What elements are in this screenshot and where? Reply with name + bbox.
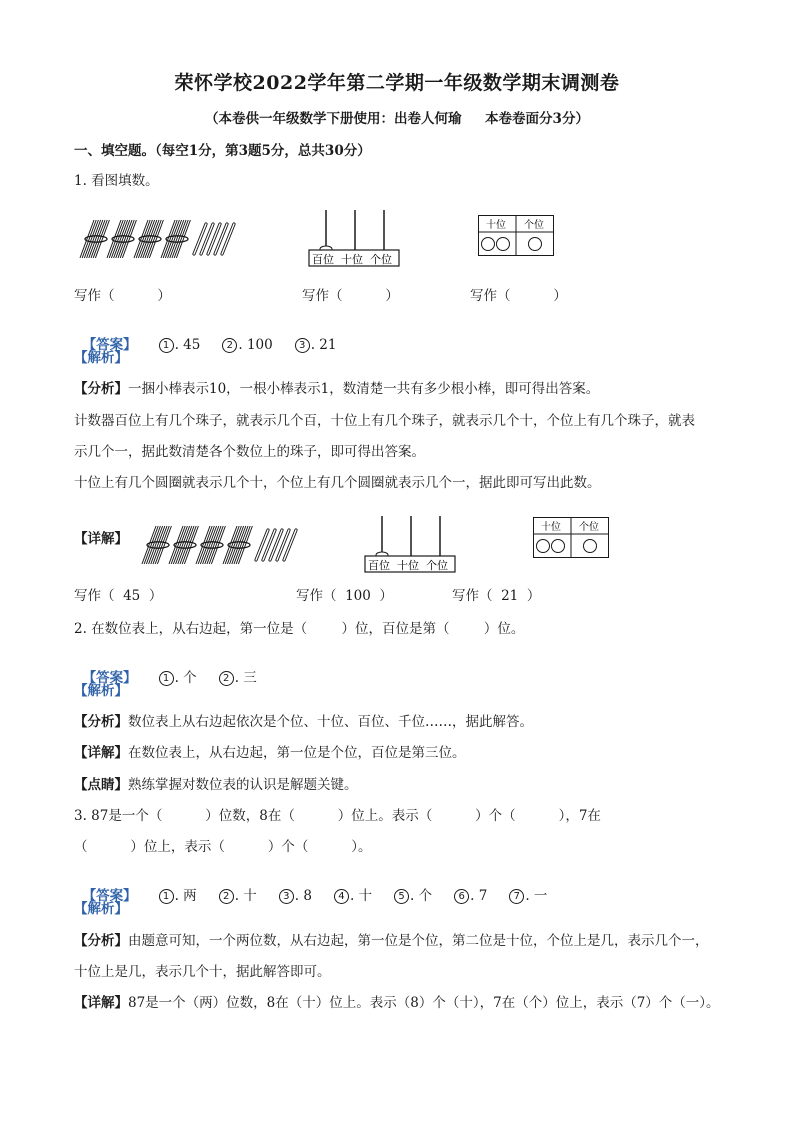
q1-write-filled-3: 写作（ 21 ） [452,588,541,604]
q2-prompt: 2. 在数位表上，从右边起，第一位是（ ）位，百位是第（ ）位。 [74,621,525,637]
answer-tag: 【答案】 [82,337,137,353]
abacus-label-tens: 十位 [397,559,419,572]
place-header-ones: 个位 [579,522,599,533]
place-value-table [478,215,554,257]
q3-answer-row: 【答案】 1 . 两 2 . 十 3 . 8 4 . 十 5 . 个 6 . 7 7 . 一 [82,888,548,904]
q3-fenxi-line2: 十位上是几，表示几个十，据此解答即可。 [74,964,331,980]
q1-fenxi: 【分析】一捆小棒表示10，一根小棒表示1，数清楚一共有多少根小棒，即可得出答案。 [74,381,600,397]
abacus-label-ones: 个位 [370,253,392,266]
q1-analysis-line2: 计数器百位上有几个珠子，就表示几个百，十位上有几个珠子，就表示几个十，个位上有几个珠子，就表 [74,413,695,429]
q2-answer-row: 【答案】 1 . 个 2 . 三 [82,670,257,686]
q2-fenxi: 【分析】数位表上从右边起依次是个位、十位、百位、千位……，据此解答。 [74,714,533,730]
q3-answer-6: 6 . 7 [454,888,487,904]
place-value-table-detail [533,517,609,559]
q1-write-1: 写作（ ） [74,288,171,304]
abacus-figure [308,206,400,268]
q1-write-filled-2: 写作（ 100 ） [296,588,393,604]
q2-detail: 【详解】在数位表上，从右边起，第一位是个位，百位是第三位。 [74,745,466,761]
q1-write-3: 写作（ ） [470,288,567,304]
stick-bundles-figure-detail [136,522,316,570]
q3-answer-1: 1 . 两 [159,888,197,904]
q3-answer-7: 7 . 一 [509,888,547,904]
q3-fenxi-line1: 【分析】由题意可知，一个两位数，从右边起，第一位是个位，第二位是十位，个位上是几，表示几个一， [74,933,709,949]
stick-bundles-figure [74,216,254,264]
page-title: 荣怀学校2022学年第二学期一年级数学期末调测卷 [174,72,620,94]
abacus-label-tens: 十位 [341,253,363,266]
q3-detail: 【详解】87是一个（两）位数，8在（十）位上。表示（8）个（十），7在（个）位上，表示（7）个（一）。 [74,995,720,1011]
abacus-label-hundreds: 百位 [368,559,390,572]
q2-analysis-tag: 【解析】 [74,683,128,699]
q3-answer-4: 4 . 十 [334,888,372,904]
section-heading: 一、填空题。（每空1分，第3题5分，总共30分） [74,143,371,159]
q2-answer-2: 2 . 三 [219,670,257,686]
q1-answer-1: 1 . 45 [159,337,201,353]
q1-write-filled-1: 写作（ 45 ） [74,588,163,604]
place-header-ones: 个位 [524,220,544,231]
place-header-tens: 十位 [486,220,506,231]
q3-analysis-tag: 【解析】 [74,901,128,917]
q1-answer-2: 2 . 100 [222,337,272,353]
abacus-label-hundreds: 百位 [312,253,334,266]
q2-point: 【点睛】熟练掌握对数位表的认识是解题关键。 [74,777,358,793]
q1-write-2: 写作（ ） [302,288,399,304]
q3-answer-3: 3 . 8 [279,888,312,904]
abacus-figure-detail [364,512,456,574]
q3-answer-5: 5 . 个 [394,888,432,904]
page-subtitle: （本卷供一年级数学下册使用：出卷人何瑜 本卷卷面分3分） [205,111,589,127]
analysis-tag: 【解析】 [74,350,128,366]
abacus-label-ones: 个位 [426,559,448,572]
q3-prompt-line1: 3. 87是一个（ ）位数，8在（ ）位上。表示（ ）个（ ），7在 [74,808,601,824]
q3-answer-2: 2 . 十 [219,888,257,904]
q2-answer-1: 1 . 个 [159,670,197,686]
q1-detail-tag: 【详解】 [74,531,128,547]
place-header-tens: 十位 [541,522,561,533]
q1-prompt: 1. 看图填数。 [74,173,159,189]
q1-analysis-line3: 示几个一，据此数清楚各个数位上的珠子，即可得出答案。 [74,444,425,460]
q1-answer-3: 3 . 21 [295,337,337,353]
q1-analysis-line4: 十位上有几个圆圈就表示几个十，个位上有几个圆圈就表示几个一，据此即可写出此数。 [74,475,601,491]
q3-prompt-line2: （ ）位上，表示（ ）个（ ）。 [74,839,372,855]
